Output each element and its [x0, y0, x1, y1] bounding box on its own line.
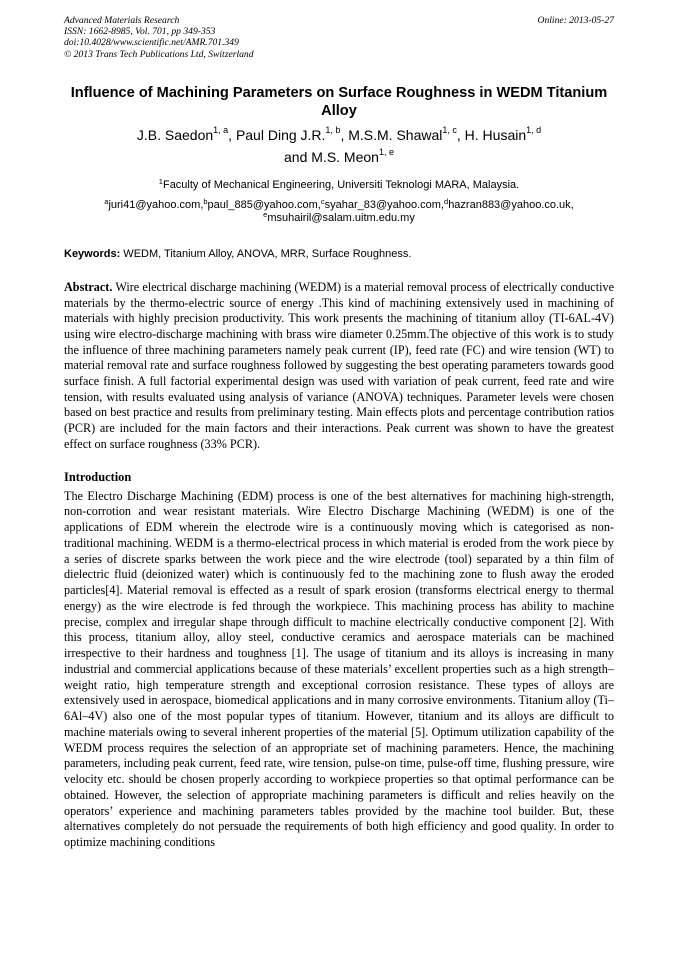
author-line-2: and M.S. Meon$^{1, e}$: [284, 146, 394, 165]
author-line-1: [64, 124, 614, 146]
journal-name: Advanced Materials Research: [64, 15, 180, 26]
section-heading-introduction: Introduction: [64, 469, 132, 484]
author: M.S. Meon$^{1, e}$: [311, 146, 394, 165]
abstract: Abstract. Wire electrical discharge machining (WEDM) is a material removal process of electrically conductive materials by the thermo-electric source of energy .This kind of machining extensively used in machining of materials with highly precision productivity. This work presents the machining of titanium alloy (TI-6AL-4V) using wire electro-discharge machining with brass wire diameter 0.25mm.The objective of this work is to study the influence of three machining parameters namely peak current (IP), feed rate (FC) and wire tension (WT) to material removal rate and surface roughness followed by suggesting the best operating parameters towards good surface finish. A full factorial experimental design was used with variation of peak current, feed rate and wire tension, with results evaluated using analysis of variance (ANOVA) techniques. Parameter levels were chosen based on best practice and results from preliminary testing. Main effects plots and percentage contribution ratios (PCR) are included for the main factors and their interactions. Peak current was shown to have the greatest effect on surface roughness (33% PCR).: [64, 279, 614, 451]
email-link[interactable]: $^c$syahar_83@yahoo.com,: [320, 196, 445, 211]
author-list: [64, 124, 614, 168]
author: J.B. Saedon$^{1, a}$,: [136, 124, 236, 143]
email-link[interactable]: $^e$msuhairil@salam.uitm.edu.my: [263, 209, 415, 224]
online-date: Online: 2013-05-27: [537, 15, 614, 26]
email-link[interactable]: $^b$paul_885@yahoo.com,: [203, 196, 321, 211]
issn-line: ISSN: 1662-8985, Vol. 701, pp 349-353: [64, 26, 216, 38]
journal-header: [64, 15, 614, 60]
affiliation: $^1$Faculty of Mechanical Engineering, Universiti Teknologi MARA, Malaysia.: [158, 176, 520, 191]
paper-title: Influence of Machining Parameters on Surface Roughness in WEDM Titanium Alloy: [70, 84, 608, 119]
doi-line[interactable]: doi:10.4028/www.scientific.net/AMR.701.349: [64, 37, 239, 49]
keywords: Keywords: WEDM, Titanium Alloy, ANOVA, MRR, Surface Roughness.: [64, 247, 412, 260]
author: M.S.M. Shawal$^{1, c}$,: [348, 124, 465, 143]
author: Paul Ding J.R.$^{1, b}$,: [235, 124, 349, 143]
introduction-body: The Electro Discharge Machining (EDM) process is one of the best alternatives for machining high-strength, non-corrotion and wear resistant materials. Wire Electro Discharge Machining (WEDM) is one of the applications of EDM wherein the electrode wire is a continuously moving which is categorised as non-traditional machining. WEDM is a thermo-electrical process in which material is eroded from the work piece by a series of discrete sparks between the work piece and the wire electrode (tool) separated by a thin film of dielectric fluid (deionized water) which is continuously fed to the machining zone to flush away the eroded particles[4]. Material removal is effected as a result of spark erosion (transforms electrical energy to thermal energy) as the wire electrode is fed through the workpiece. This machining process has ability to machine precise, complex and irregular shape through difficult to machine electrically conductive component [2]. With this process, titanium alloy, alloy steel, conductive ceramics and aerospace materials can be machined irrespective to their hardness and toughness [1]. The usage of titanium and its alloys is increasing in many industrial and commercial applications because of these materials’ excellent properties such as a high strength–weight ratio, high temperature strength and exceptional corrosion resistance. These types of alloys are extensively used in aerospace, biomedical applications and in many corrosive environments. Titanium alloy (Ti–6Al–4V) also one of the most popular types of titanium. However, titanium and its alloys are difficult to machine materials owing to several inherent properties of the material [5]. Optimum utilization capability of the WEDM process requires the selection of an appropriate set of machining parameters. Hence, the machining parameters, including peak current, feed rate, wire tension, pulse-on time, pulse-off time, flushing pressure, wire velocity etc. should be chosen properly according to workpiece properties so that optimal performance can be obtained. However, the selection of appropriate machining parameters is difficult and relies heavily on the operators’ experience and machining parameters tables provided by the machine tool builder. But, these alternatives completely do not persuade the requirements of both high efficiency and good quality. In order to optimize machining conditions: [64, 488, 614, 850]
email-list: [64, 196, 614, 225]
copyright-line: © 2013 Trans Tech Publications Ltd, Switzerland: [64, 48, 254, 60]
email-link[interactable]: $^d$hazran883@yahoo.co.uk,: [444, 196, 574, 211]
author: H. Husain$^{1, d}$: [464, 124, 542, 143]
email-link[interactable]: $^a$juri41@yahoo.com,: [104, 196, 204, 211]
